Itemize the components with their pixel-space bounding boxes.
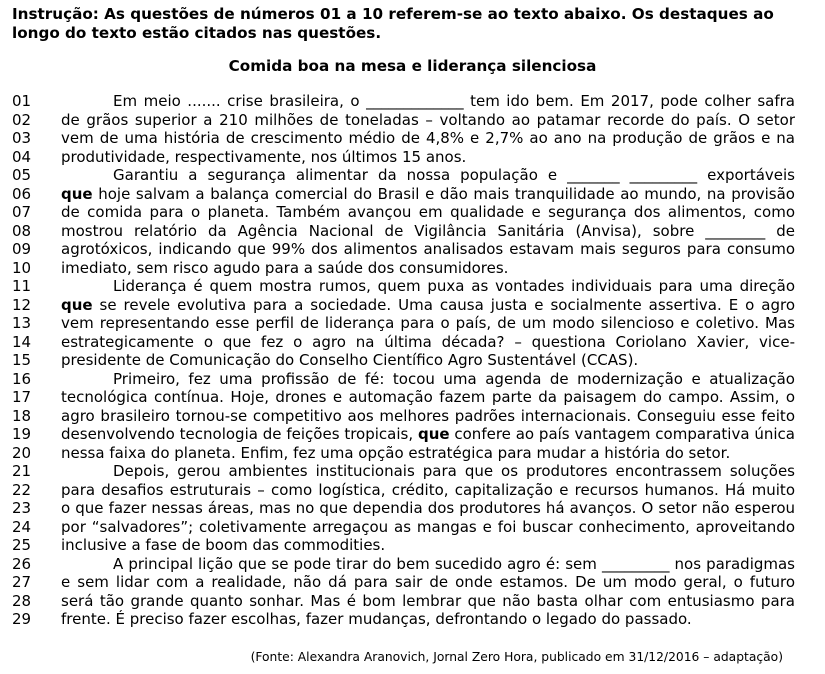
line-text: presidente de Comunicação do Conselho Científico Agro Sustentável (CCAS). [61, 351, 639, 369]
text-line [12, 388, 802, 407]
line-text: Liderança é quem mostra rumos, quem puxa as vontades individuais para uma direção [113, 277, 795, 295]
text-line [12, 185, 802, 204]
line-text: vem representando esse perfil de liderança para o país, de um modo silencioso e coletivo. Mas [61, 314, 795, 332]
text-line [12, 296, 802, 315]
line-text: produtividade, respectivamente, nos últimos 15 anos. [61, 147, 467, 166]
line-text: inclusive a fase de boom das commodities. [61, 536, 386, 554]
line-number: 23 [12, 499, 32, 517]
text-line [12, 462, 802, 481]
text-line [12, 259, 802, 278]
line-number: 25 [12, 536, 32, 554]
line-number: 03 [12, 129, 32, 147]
line-number: 12 [12, 295, 32, 314]
line-number: 24 [12, 517, 32, 536]
line-number: 07 [12, 203, 32, 221]
line-number: 05 [12, 166, 32, 184]
line-number: 17 [12, 388, 32, 406]
text-line [12, 203, 802, 222]
line-number: 01 [12, 92, 32, 110]
line-text: nessa faixa do planeta. Enfim, fez uma opção estratégica para mudar a história do setor. [61, 443, 731, 462]
line-number: 28 [12, 591, 32, 610]
line-number: 21 [12, 462, 32, 480]
line-text: será tão grande quanto sonhar. Mas é bom lembrar que não basta olhar com entusiasmo para [61, 591, 795, 610]
line-number: 13 [12, 314, 32, 332]
line-text: por “salvadores”; coletivamente arregaçou as mangas e foi buscar conhecimento, aproveitando [61, 517, 795, 536]
line-text: para desafios estruturais – como logística, crédito, capitalização e recursos humanos. Há muito [61, 480, 795, 499]
line-number: 22 [12, 480, 32, 499]
line-text: que hoje salvam a balança comercial do Brasil e dão mais tranquilidade ao mundo, na provisão [61, 184, 795, 203]
line-number: 27 [12, 573, 32, 591]
line-number: 26 [12, 554, 32, 573]
text-line [12, 610, 802, 629]
line-text: imediato, sem risco agudo para a saúde dos consumidores. [61, 258, 509, 277]
source-citation: (Fonte: Alexandra Aranovich, Jornal Zero Hora, publicado em 31/12/2016 – adaptação) [250, 650, 783, 664]
line-text: desenvolvendo tecnologia de feições tropicais, que confere ao país vantagem comparativa única [61, 425, 795, 443]
line-number: 10 [12, 258, 32, 277]
line-text: que se revele evolutiva para a sociedade. Uma causa justa e socialmente assertiva. E o agro [61, 295, 795, 314]
text-line [12, 333, 802, 352]
line-text: agro brasileiro tornou-se competitivo aos melhores padrões internacionais. Conseguiu esse feito [61, 406, 795, 425]
text-line [12, 277, 802, 296]
highlighted-word: que [61, 295, 93, 314]
line-number: 19 [12, 425, 32, 443]
line-text: Depois, gerou ambientes institucionais para que os produtores encontrassem soluções [113, 462, 795, 480]
line-number: 20 [12, 443, 32, 462]
line-text: o que fazer nessas áreas, mas no que dependia dos produtores há avanços. O setor não esperou [61, 499, 795, 517]
text-line [12, 536, 802, 555]
text-line [12, 92, 802, 111]
line-text: Em meio ....... crise brasileira, o _____________ tem ido bem. Em 2017, pode colher safra [113, 92, 795, 110]
highlighted-word: que [417, 425, 450, 443]
text-line [12, 592, 802, 611]
line-text: A principal lição que se pode tirar do bem sucedido agro é: sem _________ nos paradigmas [113, 554, 795, 573]
highlighted-word: que [61, 184, 93, 203]
line-number: 11 [12, 277, 32, 295]
text-line [12, 573, 802, 592]
line-number: 08 [12, 221, 32, 240]
line-number: 15 [12, 351, 32, 369]
line-text: Garantiu a segurança alimentar da nossa população e _______ _________ exportáveis [113, 166, 795, 184]
line-text: e sem lidar com a realidade, não dá para sair de onde estamos. De um modo geral, o futuro [61, 573, 795, 591]
text-line [12, 499, 802, 518]
text-body [12, 92, 802, 629]
text-line [12, 444, 802, 463]
line-text: Primeiro, fez uma profissão de fé: tocou uma agenda de modernização e atualização [113, 369, 795, 388]
line-number: 29 [12, 610, 32, 628]
line-number: 14 [12, 332, 32, 351]
text-line [12, 111, 802, 130]
line-number: 18 [12, 406, 32, 425]
text-line [12, 129, 802, 148]
text-line [12, 481, 802, 500]
text-title: Comida boa na mesa e liderança silenciosa [228, 57, 597, 75]
text-line [12, 166, 802, 185]
text-line [12, 351, 802, 370]
line-text: tecnológica contínua. Hoje, drones e automação fazem parte da paisagem do campo. Assim, o [61, 388, 795, 406]
line-text: mostrou relatório da Agência Nacional de Vigilância Sanitária (Anvisa), sobre ________ de [61, 221, 795, 240]
line-number: 09 [12, 240, 32, 258]
text-line [12, 370, 802, 389]
line-text: vem de uma história de crescimento médio de 4,8% e 2,7% ao ano na produção de grãos e na [61, 129, 795, 147]
line-text: estrategicamente o que fez o agro na última década? – questiona Coriolano Xavier, vice- [61, 332, 795, 351]
text-line [12, 555, 802, 574]
text-line [12, 240, 802, 259]
line-text: de comida para o planeta. Também avançou em qualidade e segurança dos alimentos, como [61, 203, 795, 221]
text-line [12, 425, 802, 444]
text-line [12, 148, 802, 167]
line-text: frente. É preciso fazer escolhas, fazer mudanças, defrontando o legado do passado. [61, 610, 692, 628]
text-line [12, 407, 802, 426]
instruction-text: Instrução: As questões de números 01 a 10 referem-se ao texto abaixo. Os destaques ao longo do texto estão citados nas questões. [12, 5, 774, 42]
line-text: agrotóxicos, indicando que 99% dos alimentos analisados estavam mais seguros para consumo [61, 240, 795, 258]
line-number: 04 [12, 147, 32, 166]
text-line [12, 222, 802, 241]
line-number: 02 [12, 110, 32, 129]
text-line [12, 314, 802, 333]
line-number: 06 [12, 184, 32, 203]
line-text: de grãos superior a 210 milhões de toneladas – voltando ao patamar recorde do país. O setor [61, 110, 795, 129]
line-number: 16 [12, 369, 32, 388]
text-line [12, 518, 802, 537]
